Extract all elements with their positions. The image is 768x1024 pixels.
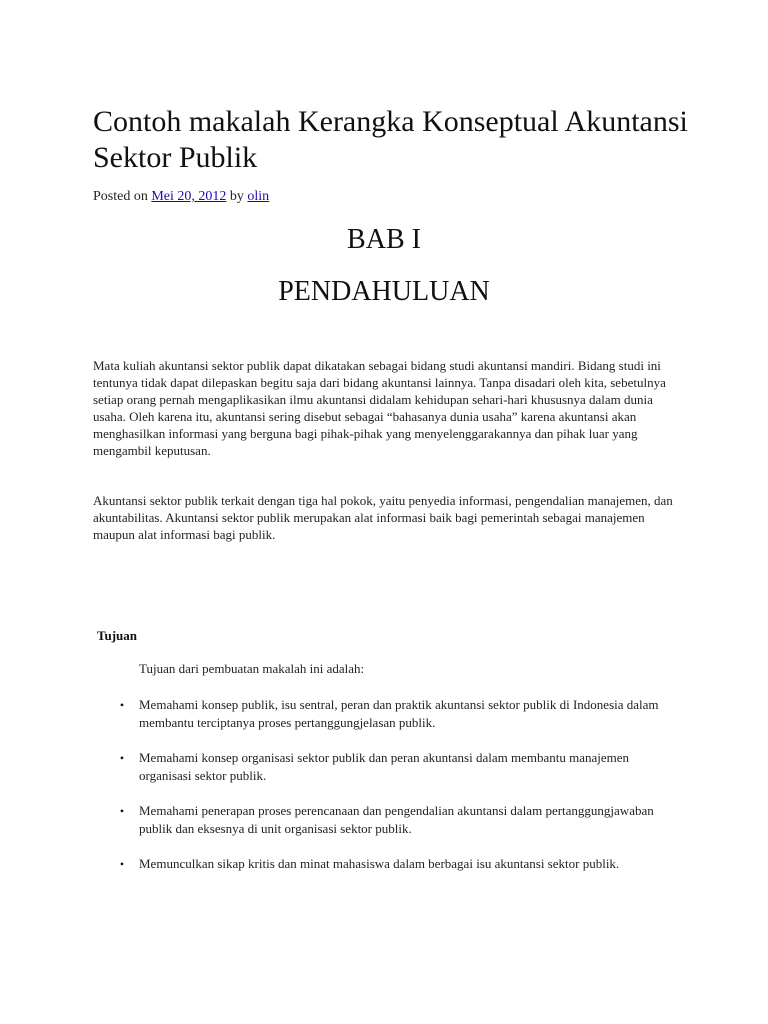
goal-text: Memunculkan sikap kritis dan minat mahasiswa dalam berbagai isu akuntansi sektor publik.	[139, 856, 620, 871]
list-item	[115, 696, 675, 732]
chapter-number: BAB I	[347, 224, 421, 255]
goals-heading: Tujuan	[97, 628, 137, 643]
intro-paragraph-1: Mata kuliah akuntansi sektor publik dapat dikatakan sebagai bidang studi akuntansi mandiri. Bidang studi ini tentunya tidak dapat dilepaskan begitu saja dari bidang akuntansi lainnya. Tanpa disadari oleh kita, sebetulnya setiap orang pernah mengaplikasikan ilmu akuntansi didalam kehidupan sehari-hari khususnya dalam dunia usaha. Oleh karena itu, akuntansi sering disebut sebagai “bahasanya dunia usaha” karena akuntansi akan menghasilkan informasi yang berguna bagi pihak-pihak yang menyelenggarakannya dan pihak luar yang mengambil keputusan.	[93, 358, 666, 458]
post-title: Contoh makalah Kerangka Konseptual Akuntansi Sektor Publik	[93, 105, 688, 174]
post-meta	[93, 188, 269, 206]
list-item	[115, 855, 675, 873]
author-link[interactable]: olin	[247, 189, 270, 204]
chapter-name: PENDAHULUAN	[278, 276, 490, 307]
intro-paragraph-2: Akuntansi sektor publik terkait dengan tiga hal pokok, yaitu penyedia informasi, pengendalian manajemen, dan akuntabilitas. Akuntansi sektor publik merupakan alat informasi baik bagi pemerintah sebagai manajemen maupun alat informasi bagi publik.	[93, 493, 673, 542]
posted-on-label: Posted on	[93, 189, 148, 204]
goal-text: Memahami penerapan proses perencanaan dan pengendalian akuntansi dalam pertanggungjawaban publik dan eksesnya di unit organisasi sektor publik.	[139, 803, 654, 836]
by-label: by	[229, 189, 244, 204]
goal-text: Memahami konsep publik, isu sentral, peran dan praktik akuntansi sektor publik di Indonesia dalam membantu terciptanya proses pertanggungjelasan publik.	[139, 697, 659, 730]
list-item	[115, 802, 675, 838]
goals-intro: Tujuan dari pembuatan makalah ini adalah:	[139, 661, 365, 676]
goals-list	[115, 696, 675, 890]
bullet-icon: •	[119, 857, 125, 871]
bullet-icon: •	[119, 804, 125, 818]
bullet-icon: •	[119, 751, 125, 765]
bullet-icon: •	[119, 698, 125, 712]
goal-text: Memahami konsep organisasi sektor publik dan peran akuntansi dalam membantu manajemen organisasi sektor publik.	[139, 750, 630, 783]
list-item	[115, 749, 675, 785]
post-date-link[interactable]: Mei 20, 2012	[151, 189, 227, 204]
